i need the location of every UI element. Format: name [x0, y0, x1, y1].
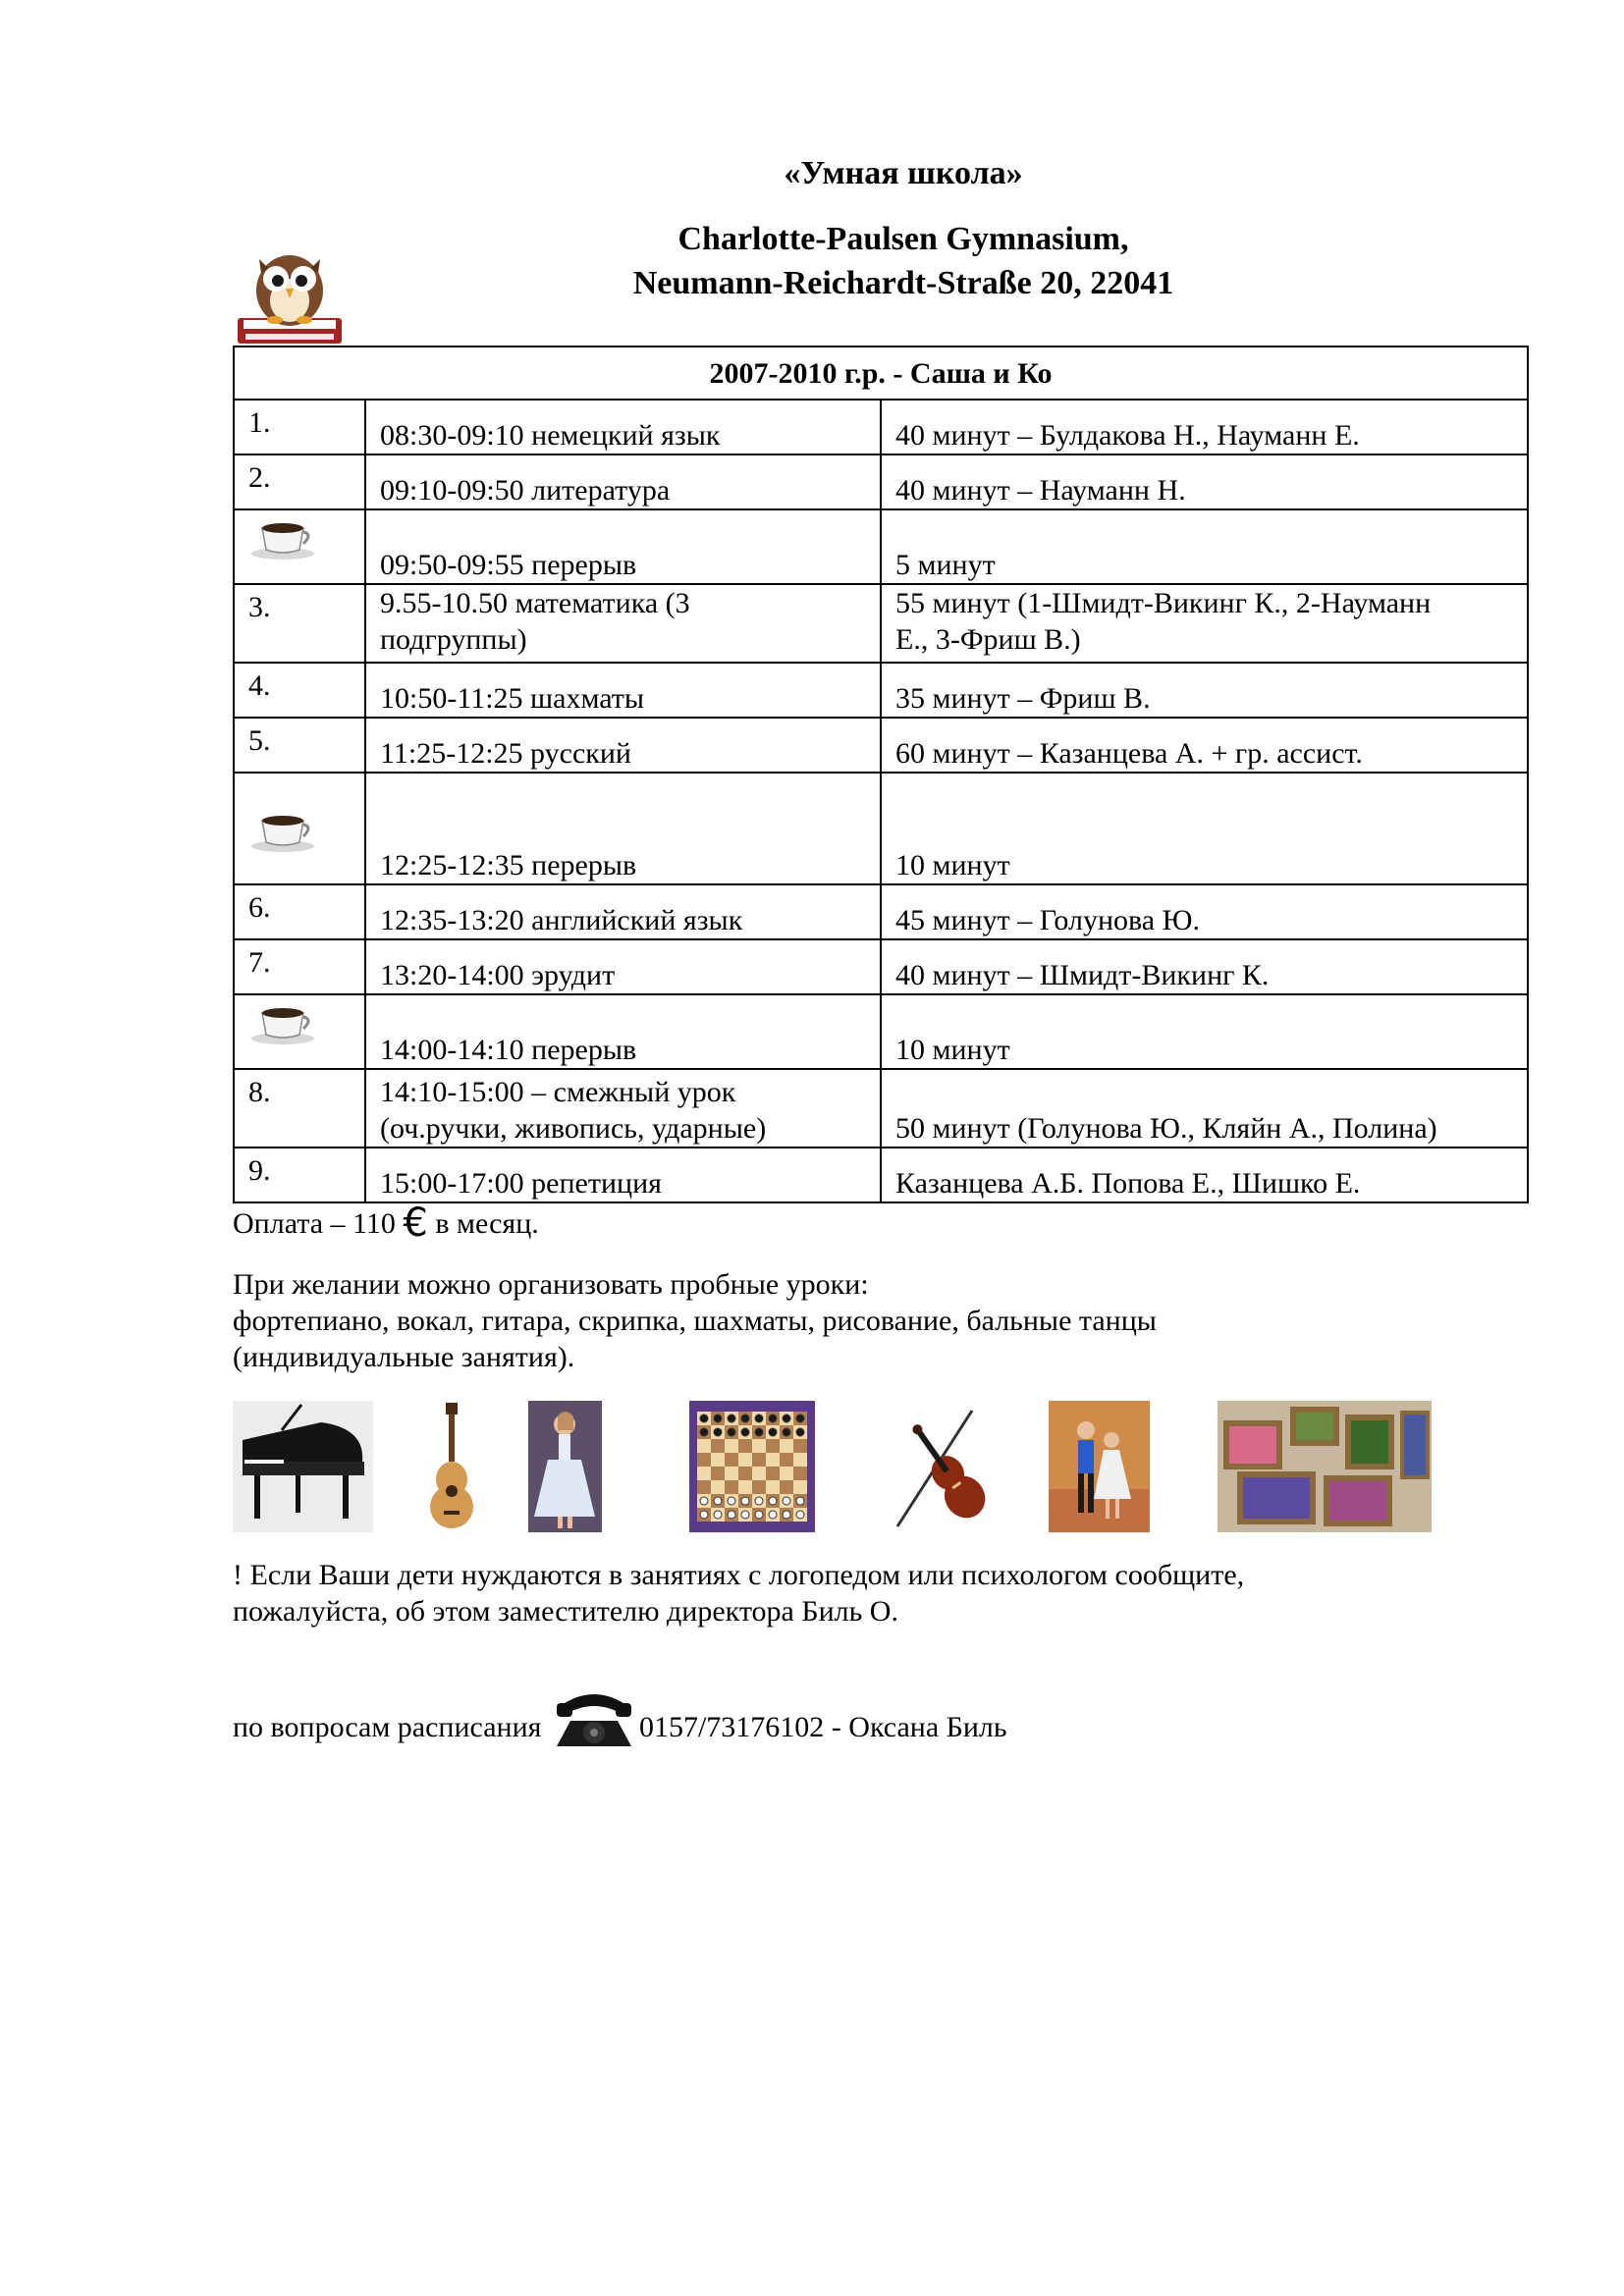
table-row — [234, 584, 1528, 663]
note-line: пожалуйста, об этом заместителю директора Биль О. — [233, 1595, 898, 1628]
group-title: 2007-2010 г.р. - Саша и Ко — [234, 347, 1528, 400]
lesson-details: Казанцева А.Б. Попова Е., Шишко Е. — [881, 1148, 1528, 1202]
lesson-time: 13:20-14:00 эрудит — [365, 939, 881, 994]
table-row — [234, 939, 1528, 994]
lesson-time — [365, 1069, 881, 1148]
lesson-time: 15:00-17:00 репетиция — [365, 1148, 881, 1202]
school-name: «Умная школа» — [784, 155, 1023, 191]
ballroom-dance-icon — [1049, 1401, 1150, 1532]
coffee-cup-icon — [248, 514, 317, 561]
contact-label: по вопросам расписания — [233, 1711, 549, 1743]
table-row — [234, 1148, 1528, 1202]
row-number: 7. — [234, 939, 365, 994]
schedule-table — [233, 346, 1529, 1203]
row-number: 3. — [234, 584, 365, 663]
row-number: 1. — [234, 400, 365, 454]
lesson-time: 11:25-12:25 русский — [365, 718, 881, 773]
guitar-icon — [422, 1401, 481, 1532]
row-number: 8. — [234, 1069, 365, 1148]
lesson-details — [881, 584, 1528, 663]
row-number: 2. — [234, 454, 365, 509]
lesson-details: 40 минут – Шмидт-Викинг К. — [881, 939, 1528, 994]
lesson-time — [365, 584, 881, 663]
payment-line — [233, 1201, 539, 1246]
table-row — [234, 509, 1528, 584]
offer-line: При желании можно организовать пробные уроки: — [233, 1268, 869, 1301]
lesson-time-line: подгруппы) — [380, 623, 527, 656]
speech-therapist-note — [233, 1557, 1244, 1629]
lesson-time: 12:25-12:35 перерыв — [365, 773, 881, 884]
lesson-time-line: 9.55-10.50 математика (3 — [380, 587, 690, 619]
lesson-details: 40 минут – Науманн Н. — [881, 454, 1528, 509]
table-row — [234, 663, 1528, 718]
table-row — [234, 1069, 1528, 1148]
row-number: 9. — [234, 1148, 365, 1202]
owl-logo-icon — [232, 236, 348, 351]
table-row — [234, 454, 1528, 509]
table-row — [234, 884, 1528, 939]
lesson-details: 10 минут — [881, 994, 1528, 1069]
telephone-icon — [549, 1685, 639, 1750]
grand-piano-icon — [233, 1401, 373, 1532]
offer-line: (индивидуальные занятия). — [233, 1341, 575, 1373]
table-row — [234, 773, 1528, 884]
table-row — [234, 400, 1528, 454]
payment-text: в месяц. — [427, 1207, 539, 1240]
offer-paragraph — [233, 1266, 1157, 1375]
singer-icon — [528, 1401, 602, 1532]
paintings-icon — [1218, 1401, 1432, 1532]
table-row — [234, 718, 1528, 773]
lesson-details-line: 55 минут (1-Шмидт-Викинг К., 2-Науманн — [895, 587, 1432, 619]
note-line: ! Если Ваши дети нуждаются в занятиях с логопедом или психологом сообщите, — [233, 1559, 1245, 1591]
lesson-time: 10:50-11:25 шахматы — [365, 663, 881, 718]
payment-text: Оплата – 110 — [233, 1207, 404, 1240]
lesson-details: 60 минут – Казанцева А. + гр. ассист. — [881, 718, 1528, 773]
lesson-details: 5 минут — [881, 509, 1528, 584]
venue-name: Charlotte-Paulsen Gymnasium, — [677, 221, 1129, 257]
lesson-details-line: Е., 3-Фриш В.) — [895, 623, 1081, 656]
row-number: 6. — [234, 884, 365, 939]
lesson-time: 08:30-09:10 немецкий язык — [365, 400, 881, 454]
venue-address: Neumann-Reichardt-Straße 20, 22041 — [632, 265, 1174, 301]
coffee-cup-icon — [248, 807, 317, 854]
coffee-cup-icon — [248, 999, 317, 1046]
lesson-time: 09:10-09:50 литература — [365, 454, 881, 509]
row-number: 5. — [234, 718, 365, 773]
lesson-time: 12:35-13:20 английский язык — [365, 884, 881, 939]
chessboard-icon — [689, 1401, 815, 1532]
violin-icon — [893, 1401, 992, 1532]
lesson-details: 10 минут — [881, 773, 1528, 884]
lesson-details: 45 минут – Голунова Ю. — [881, 884, 1528, 939]
row-number: 4. — [234, 663, 365, 718]
lesson-details: 35 минут – Фриш В. — [881, 663, 1528, 718]
lesson-details: 40 минут – Булдакова Н., Науманн Е. — [881, 400, 1528, 454]
euro-sign: € — [403, 1201, 428, 1246]
lesson-time-line: 14:10-15:00 – смежный урок — [380, 1076, 736, 1108]
table-row — [234, 994, 1528, 1069]
contact-line — [233, 1685, 1007, 1750]
lesson-time: 09:50-09:55 перерыв — [365, 509, 881, 584]
offer-line: фортепиано, вокал, гитара, скрипка, шахматы, рисование, бальные танцы — [233, 1305, 1157, 1337]
contact-phone: 0157/73176102 - Оксана Биль — [638, 1711, 1007, 1743]
lesson-time-line: (оч.ручки, живопись, ударные) — [380, 1112, 767, 1145]
lesson-details: 50 минут (Голунова Ю., Кляйн А., Полина) — [881, 1069, 1528, 1148]
lesson-time: 14:00-14:10 перерыв — [365, 994, 881, 1069]
